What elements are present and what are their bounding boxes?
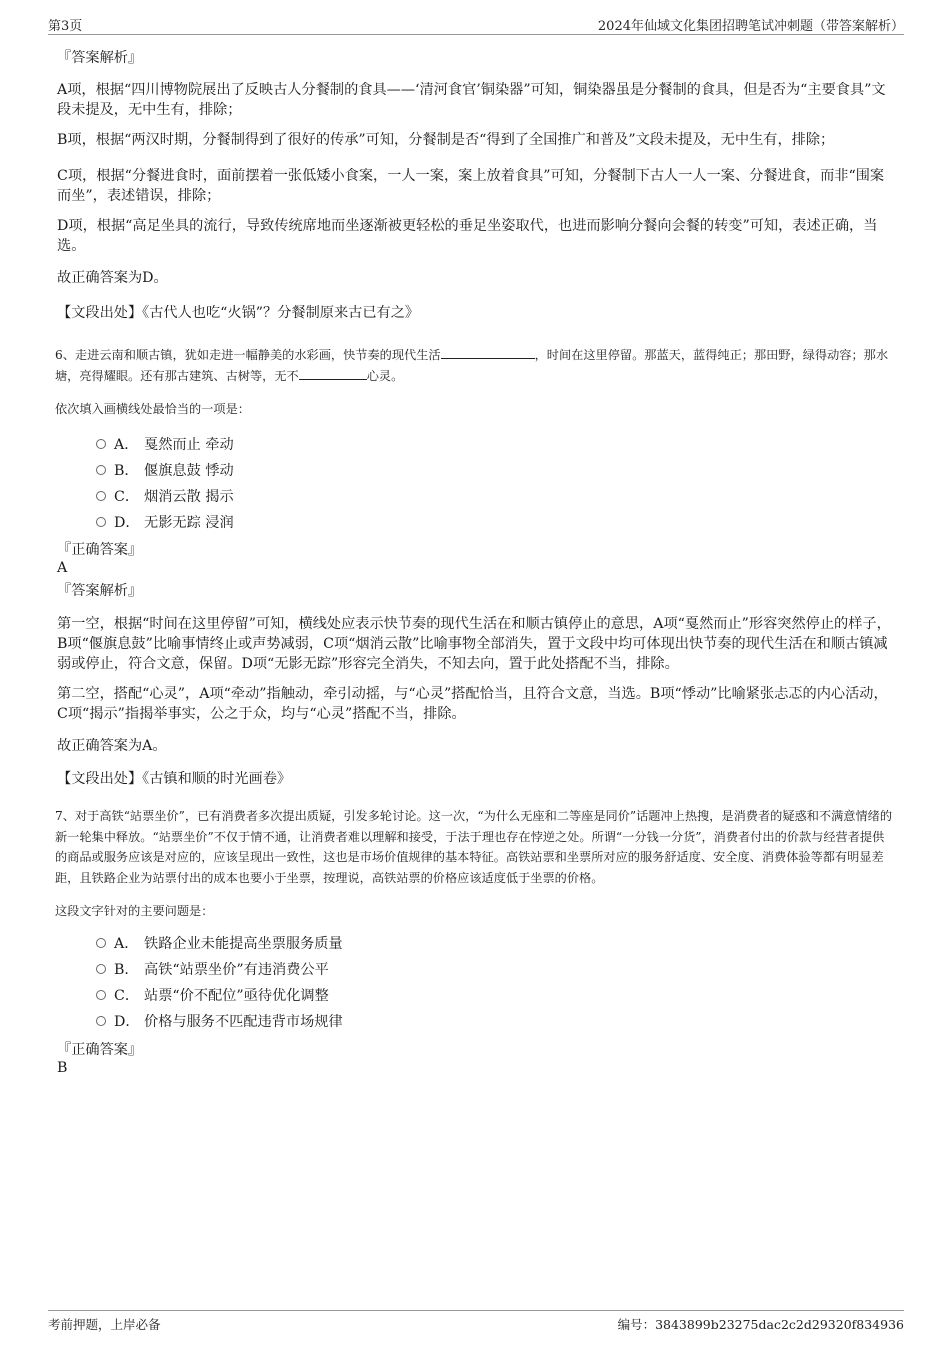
q7-option-b[interactable]: B． 高铁“站票坐价”有违消费公平 (96, 960, 329, 980)
q7-prompt: 这段文字针对的主要问题是： (55, 904, 214, 918)
fill-blank-1 (441, 347, 535, 359)
document-id: 编号：3843899b23275dac2c2d29320f834936 (617, 1317, 904, 1332)
page-number: 第3页 (48, 19, 83, 34)
q5-conclusion: 故正确答案为D。 (57, 270, 168, 286)
q6-answer-label: 『正确答案』 (57, 542, 143, 558)
q7-option-d[interactable]: D． 价格与服务不匹配违背市场规律 (96, 1012, 343, 1032)
radio-icon[interactable] (96, 439, 106, 449)
q5-source: 【文段出处】《古代人也吃“火锅”？分餐制原来古已有之》 (57, 305, 420, 321)
radio-icon[interactable] (96, 938, 106, 948)
q6-answer: A (57, 560, 68, 576)
q6-option-d[interactable]: D． 无影无踪 浸润 (96, 513, 234, 533)
q6-prompt: 依次填入画横线处最恰当的一项是： (55, 402, 250, 416)
radio-icon[interactable] (96, 517, 106, 527)
q6-option-b[interactable]: B． 偃旗息鼓 悸动 (96, 461, 234, 481)
fill-blank-2 (299, 368, 367, 380)
q6-stem: 6、走进云南和顺古镇，犹如走进一幅静美的水彩画，快节奏的现代生活 ，时间在这里停留。那蓝天，蓝得纯正；那田野，绿得动容；那水塘，亮得耀眼。还有那古建筑、古树等，无不 心灵。 (55, 348, 889, 383)
radio-icon[interactable] (96, 491, 106, 501)
document-title: 2024年仙域文化集团招聘笔试冲刺题（带答案解析） (597, 19, 904, 34)
q5-analysis-b: B项，根据“两汉时期，分餐制得到了很好的传承”可知，分餐制是否“得到了全国推广和普及”文段未提及，无中生有，排除； (57, 132, 835, 148)
q5-analysis-label: 『答案解析』 (57, 50, 143, 66)
q5-analysis-a: A项，根据“四川博物院展出了反映古人分餐制的食具——‘清河食官’铜染器”可知，铜染器虽是分餐制的食具，但是否为“主要食具”文段未提及，无中生有，排除； (57, 82, 886, 118)
q7-answer-label: 『正确答案』 (57, 1042, 143, 1058)
q6-analysis-2: 第二空，搭配“心灵”，A项“牵动”指触动，牵引动摇，与“心灵”搭配恰当，且符合文意，当选。B项“悸动”比喻紧张忐忑的内心活动，C项“揭示”指揭举事实，公之于众，均与“心灵”搭配不当，排除。 (57, 686, 888, 722)
q6-conclusion: 故正确答案为A。 (57, 738, 167, 754)
q6-analysis-1: 第一空，根据“时间在这里停留”可知，横线处应表示快节奏的现代生活在和顺古镇停止的意思，A项“戛然而止”形容突然停止的样子，B项“偃旗息鼓”比喻事情终止或声势减弱，C项“烟消云散”比喻事物全部消失，置于文段中均可体现出快节奏的现代生活在和顺古镇减弱或停止，符合文意，保留。D项“无影无踪”形容完全消失，不知去向，置于此处搭配不当，排除。 (57, 616, 891, 672)
q7-option-c[interactable]: C． 站票“价不配位”亟待优化调整 (96, 986, 329, 1006)
q6-analysis-label: 『答案解析』 (57, 583, 143, 599)
q6-option-c[interactable]: C． 烟消云散 揭示 (96, 487, 234, 507)
q5-analysis-d: D项，根据“高足坐具的流行，导致传统席地而坐逐渐被更轻松的垂足坐姿取代，也进而影响分餐向会餐的转变”可知，表述正确，当选。 (57, 218, 878, 254)
q7-stem: 7、对于高铁“站票坐价”，已有消费者多次提出质疑，引发多轮讨论。这一次，“为什么无座和二等座是同价”话题冲上热搜，是消费者的疑惑和不满意情绪的新一轮集中释放。“站票坐价”不仅于情不通，让消费者难以理解和接受，于法于理也存在悖逆之处。所谓“一分钱一分货”，消费者付出的价款与经营者提供的商品或服务应该是对应的，应该呈现出一致性，这也是市场价值规律的基本特征。高铁站票和坐票所对应的服务舒适度、安全度、消费体验等都有明显差距，且铁路企业为站票付出的成本也要小于坐票，按理说，高铁站票的价格应该适度低于坐票的价格。 (55, 809, 893, 885)
q7-answer: B (57, 1060, 68, 1076)
q6-option-a[interactable]: A． 戛然而止 牵动 (96, 435, 234, 455)
radio-icon[interactable] (96, 990, 106, 1000)
radio-icon[interactable] (96, 1016, 106, 1026)
page-footer (48, 1310, 904, 1333)
q6-source: 【文段出处】《古镇和顺的时光画卷》 (57, 771, 292, 787)
radio-icon[interactable] (96, 465, 106, 475)
page-header (48, 14, 904, 35)
footer-slogan: 考前押题，上岸必备 (48, 1317, 161, 1332)
radio-icon[interactable] (96, 964, 106, 974)
q5-analysis-c: C项，根据“分餐进食时，面前摆着一张低矮小食案，一人一案，案上放着食具”可知，分餐制下古人一人一案、分餐进食，而非“围案而坐”，表述错误，排除； (57, 168, 885, 204)
q7-option-a[interactable]: A． 铁路企业未能提高坐票服务质量 (96, 934, 343, 954)
